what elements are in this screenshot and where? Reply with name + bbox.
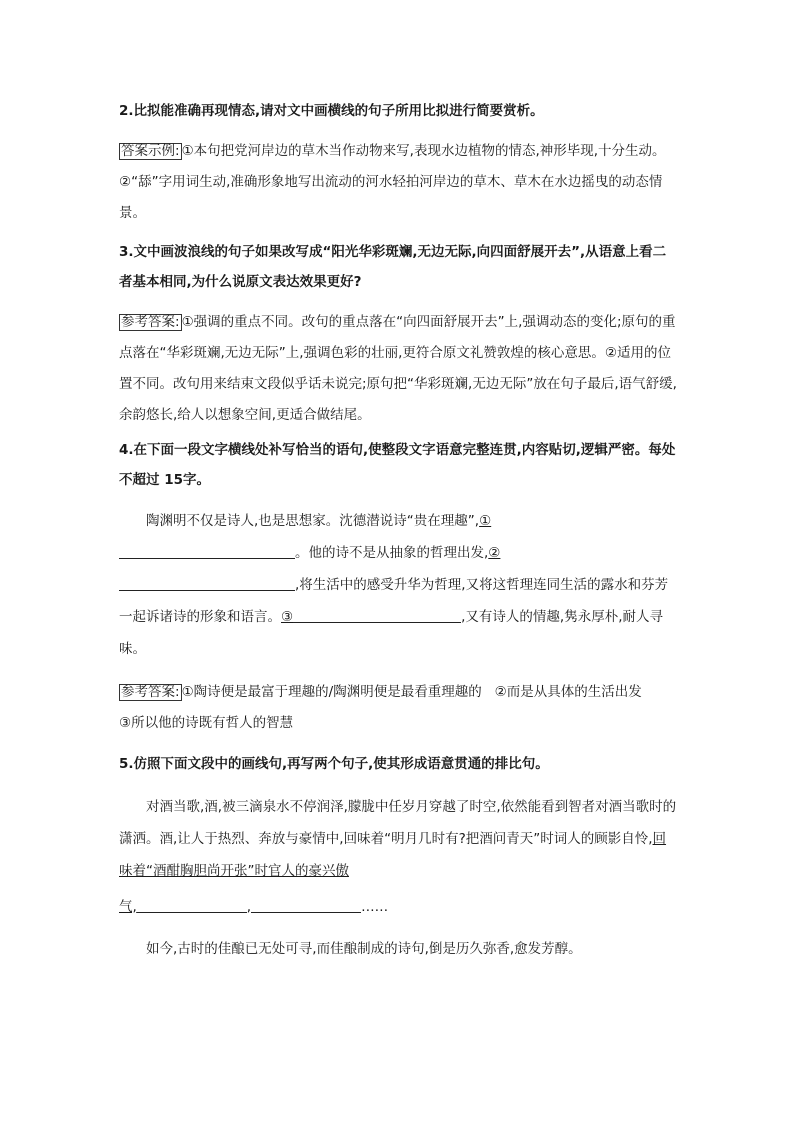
comma: ,	[246, 899, 252, 915]
answer-text: ①陶诗便是最富于理趣的/陶渊明便是最看重理趣的	[181, 684, 482, 700]
underlined-sentence: 回味着“酒酣胸胆尚开张”时官人的豪兴傲	[119, 831, 667, 879]
answer-text: ②而是从具体的生活出发	[494, 684, 642, 700]
question-5-passage	[119, 791, 679, 887]
question-4-answer	[119, 677, 679, 739]
blank-marker-3: ③	[281, 609, 294, 625]
blank-line-4[interactable]	[137, 897, 247, 913]
ellipsis: ……	[361, 899, 389, 915]
blank-marker-1: ①	[479, 513, 492, 529]
passage-text: 对酒当歌,酒,被三滴泉水不停润泽,朦胧中任岁月穿越了时空,依然能看到智者对酒当歌时的潇洒。酒,让人于热烈、奔放与豪情中,回味着“明月几时有?把酒问青天”时词人的顾影自怜,	[119, 799, 677, 847]
question-5-blanks	[119, 891, 679, 923]
question-2-answer	[119, 136, 679, 229]
question-4-passage	[119, 505, 679, 665]
passage-text: 陶渊明不仅是诗人,也是思想家。沈德潜说诗“贵在理趣”,	[146, 513, 480, 529]
answer-label: 参考答案:	[121, 684, 180, 700]
question-3-title: 3.文中画波浪线的句子如果改写成“阳光华彩斑斓,无边无际,向四面舒展开去”,从语意上看二者基本相同,为什么说原文表达效果更好?	[119, 244, 667, 290]
answer-text: ①本句把党河岸边的草木当作动物来写,表现水边植物的情态,神形毕现,十分生动。②“舔”字用词生动,准确形象地写出流动的河水轻拍河岸边的草木、草木在水边摇曳的动态情景。	[119, 143, 666, 221]
underlined-sentence-end: 气,	[119, 899, 137, 915]
passage-text: ,将生活中的感受升华为哲理,又将这哲理连同生活的露水和芬芳一起诉诸诗的形象和语言。	[119, 577, 669, 625]
blank-line-3[interactable]	[293, 607, 461, 623]
content	[119, 96, 679, 965]
answer-text: ③所以他的诗既有哲人的智慧	[119, 715, 294, 731]
passage-text: 。他的诗不是从抽象的哲理出发,	[295, 545, 489, 561]
blank-marker-2: ②	[488, 545, 501, 561]
answer-label: 参考答案:	[121, 314, 180, 330]
question-2-title: 2.比拟能准确再现情态,请对文中画横线的句子所用比拟进行简要赏析。	[119, 103, 544, 119]
question-3-answer	[119, 307, 679, 431]
passage-text: ,又有诗人的情趣,隽永厚朴,耐人寻味。	[119, 609, 663, 657]
answer-label: 答案示例:	[121, 143, 180, 159]
question-4-title: 4.在下面一段文字横线处补写恰当的语句,使整段文字语意完整连贯,内容贴切,逻辑严密。每处不超过 15字。	[119, 442, 676, 488]
blank-line-5[interactable]	[251, 897, 361, 913]
answer-text: ①强调的重点不同。改句的重点落在“向四面舒展开去”上,强调动态的变化;原句的重点落在“华彩斑斓,无边无际”上,强调色彩的壮丽,更符合原文礼赞敦煌的核心意思。②适用的位置不同。改句用来结束文段似乎话未说完;原句把“华彩斑斓,无边无际”放在句子最后,语气舒缓,余韵悠长,给人以想象空间,更适合做结尾。	[119, 314, 677, 423]
blank-line-2[interactable]	[119, 575, 295, 591]
question-5-closing: 如今,古时的佳酿已无处可寻,而佳酿制成的诗句,倒是历久弥香,愈发芳醇。	[146, 941, 582, 957]
blank-line-1[interactable]	[119, 543, 295, 559]
question-5-title: 5.仿照下面文段中的画线句,再写两个句子,使其形成语意贯通的排比句。	[119, 756, 549, 772]
